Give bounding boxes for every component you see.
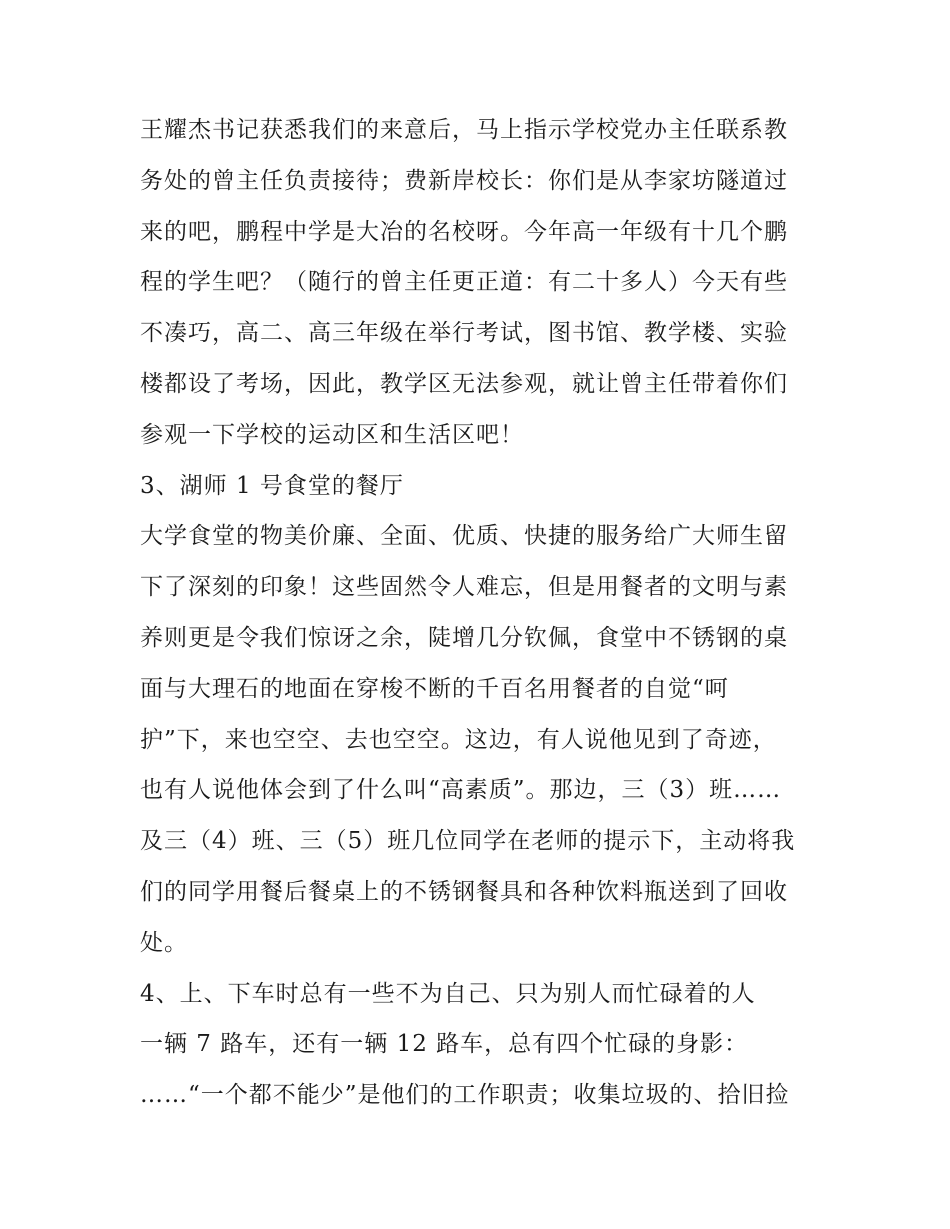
text-line: 参观一下学校的运动区和生活区吧！ <box>140 421 524 448</box>
text-line: ……“一个都不能少”是他们的工作职责；收集垃圾的、拾旧捡 <box>140 1082 790 1109</box>
section-heading: 4、上、下车时总有一些不为自己、只为别人而忙碌着的人 <box>140 980 756 1007</box>
text-line: 及三（4）班、三（5）班几位同学在老师的提示下，主动将我 <box>140 828 796 855</box>
text-line: 不凑巧，高二、高三年级在举行考试，图书馆、教学楼、实验 <box>140 320 788 347</box>
text-line: 养则更是令我们惊讶之余，陡增几分钦佩，食堂中不锈钢的桌 <box>140 624 788 651</box>
section-heading: 3、湖师 1 号食堂的餐厅 <box>140 472 404 499</box>
text-line: 护”下，来也空空、去也空空。这边，有人说他见到了奇迹， <box>140 726 777 753</box>
text-line: 面与大理石的地面在穿梭不断的千百名用餐者的自觉“呵 <box>140 675 729 702</box>
body-text <box>140 105 830 1121</box>
text-line: 王耀杰书记获悉我们的来意后，马上指示学校党办主任联系教 <box>140 117 788 143</box>
text-line: 处。 <box>140 929 188 956</box>
text-line: 下了深刻的印象！这些固然令人难忘，但是用餐者的文明与素 <box>140 574 788 601</box>
text-line: 们的同学用餐后餐桌上的不锈钢餐具和各种饮料瓶送到了回收 <box>140 878 788 905</box>
text-line: 一辆 7 路车，还有一辆 12 路车，总有四个忙碌的身影： <box>140 1031 749 1058</box>
text-line: 大学食堂的物美价廉、全面、优质、快捷的服务给广大师生留 <box>140 523 788 550</box>
text-line: 也有人说他体会到了什么叫“高素质”。那边，三（3）班…… <box>140 777 782 804</box>
text-line: 务处的曾主任负责接待；费新岸校长：你们是从李家坊隧道过 <box>140 167 788 194</box>
text-line: 程的学生吧？（随行的曾主任更正道：有二十多人）今天有些 <box>140 269 788 296</box>
text-line: 楼都设了考场，因此，教学区无法参观，就让曾主任带着你们 <box>140 370 788 397</box>
text-line: 来的吧，鹏程中学是大冶的名校呀。今年高一年级有十几个鹏 <box>140 218 788 245</box>
